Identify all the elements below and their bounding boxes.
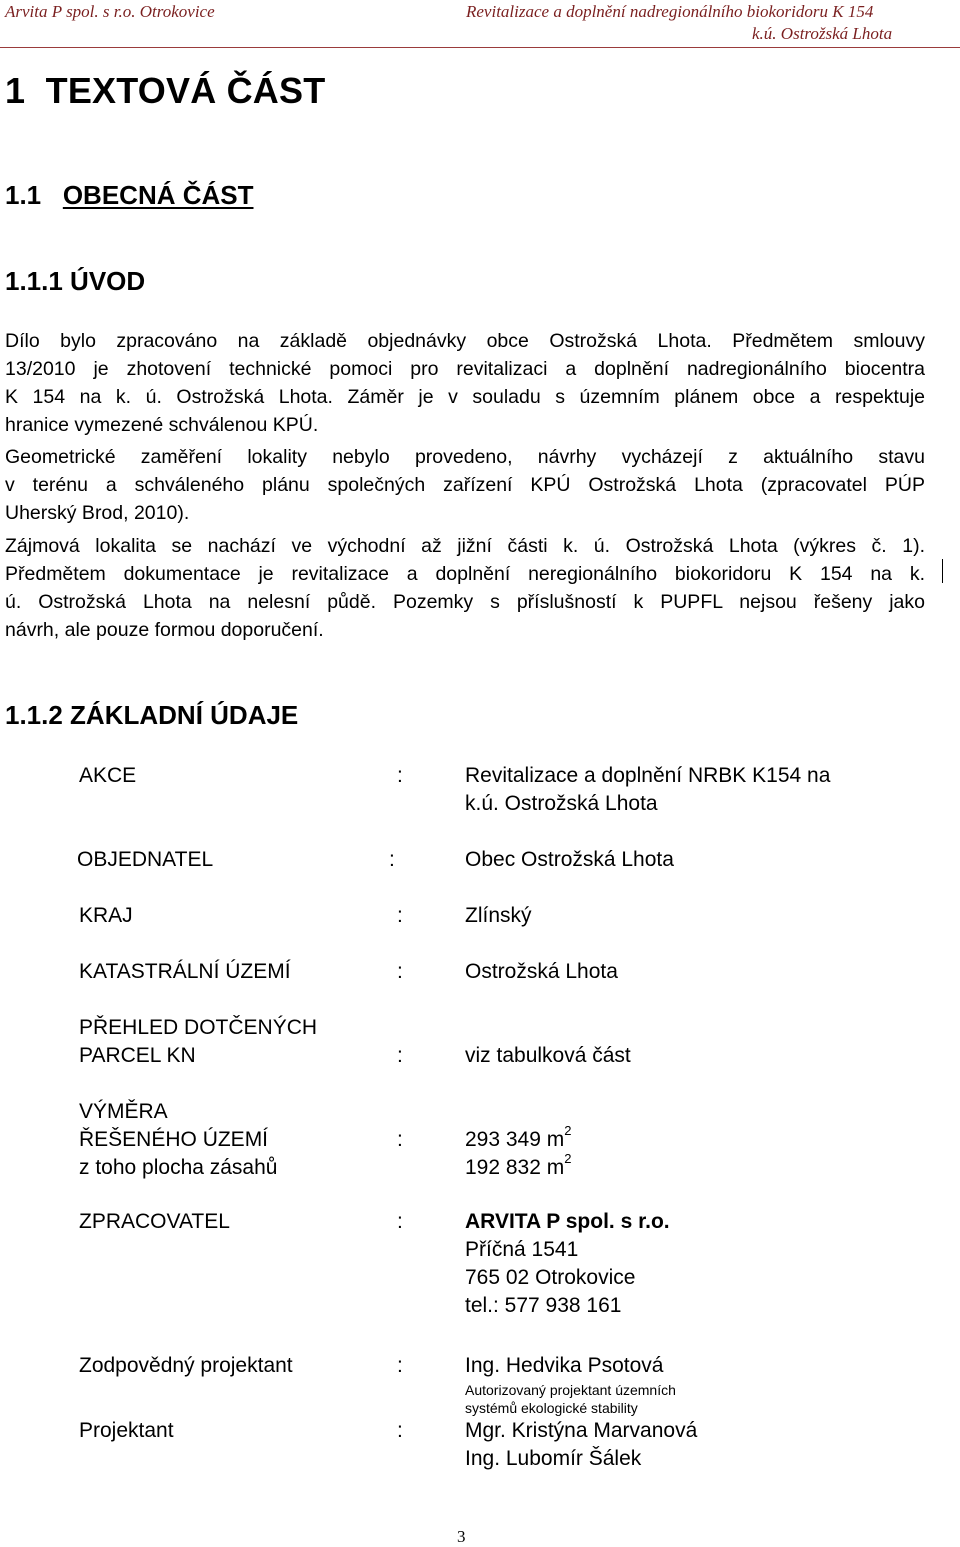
section-1-heading [5, 70, 325, 112]
vymera-area-exponent: 2 [564, 1123, 572, 1138]
zpracovatel-city: 765 02 Otrokovice [465, 1266, 636, 1289]
akce-value: Revitalizace a doplnění NRBK K154 na [465, 764, 831, 787]
projektant-label: Projektant [79, 1419, 174, 1442]
section-1-1-number: 1.1 [5, 180, 42, 210]
vymera-value [465, 1123, 572, 1154]
section-1-number: 1 [5, 70, 26, 111]
vymera-area: 293 349 m [465, 1128, 565, 1151]
colon: : [397, 904, 403, 927]
paragraph-line: ú. Ostrožská Lhota na nelesní půdě. Pozemky s příslušností k PUPFL nejsou řešeny jako [5, 591, 925, 613]
paragraph-line: Zájmová lokalita se nachází ve východní až jižní části k. ú. Ostrožská Lhota (výkres č. 1). [5, 535, 925, 557]
zodpovedny-note: Autorizovaný projektant územních [465, 1382, 676, 1398]
paragraph-line: K 154 na k. ú. Ostrožská Lhota. Záměr je v souladu s územním plánem obce a respektuje [5, 386, 925, 408]
zpracovatel-street: Příčná 1541 [465, 1238, 579, 1261]
kraj-value: Zlínský [465, 904, 532, 927]
vymera-sub-area: 192 832 m [465, 1156, 565, 1179]
projektant-value: Mgr. Kristýna Marvanová [465, 1419, 698, 1442]
katastr-label: KATASTRÁLNÍ ÚZEMÍ [79, 960, 291, 983]
paragraph-line: hranice vymezené schválenou KPÚ. [5, 414, 319, 436]
header-rule [0, 47, 960, 48]
zpracovatel-phone: tel.: 577 938 161 [465, 1294, 622, 1317]
intro-paragraph-1 [5, 327, 925, 439]
kraj-label: KRAJ [79, 904, 133, 927]
intro-paragraph-3 [5, 532, 925, 644]
vymera-sub-area-exponent: 2 [564, 1151, 572, 1166]
vymera-label-line-2: ŘEŠENÉHO ÚZEMÍ [79, 1128, 269, 1151]
zpracovatel-label: ZPRACOVATEL [79, 1210, 230, 1233]
paragraph-line: Uherský Brod, 2010). [5, 502, 190, 524]
akce-label: AKCE [79, 764, 137, 787]
revision-bar [942, 559, 943, 583]
colon: : [397, 1044, 403, 1067]
vymera-label: VÝMĚRA [79, 1100, 168, 1123]
vymera-sub-label: z toho plocha zásahů [79, 1156, 278, 1179]
colon: : [397, 1128, 403, 1151]
zodpovedny-note-line-2: systémů ekologické stability [465, 1400, 638, 1416]
section-1-title: TEXTOVÁ ČÁST [45, 70, 326, 111]
section-1-1-heading [5, 180, 254, 211]
paragraph-line: v terénu a schváleného plánu společných zařízení KPÚ Ostrožská Lhota (zpracovatel PÚP [5, 474, 925, 496]
page-number: 3 [457, 1527, 466, 1546]
colon: : [397, 1210, 403, 1233]
colon: : [397, 1419, 403, 1442]
header-company: Arvita P spol. s r.o. Otrokovice [5, 2, 215, 21]
zodpovedny-value: Ing. Hedvika Psotová [465, 1354, 664, 1377]
paragraph-line: Předmětem dokumentace je revitalizace a doplnění neregionálního biokoridoru K 154 na k. [5, 563, 925, 585]
prehled-value: viz tabulková část [465, 1044, 631, 1067]
akce-value-line-2: k.ú. Ostrožská Lhota [465, 792, 658, 815]
intro-paragraph-2 [5, 443, 925, 527]
vymera-sub-value [465, 1151, 572, 1182]
prehled-label: PŘEHLED DOTČENÝCH [79, 1016, 318, 1039]
prehled-label-line-2: PARCEL KN [79, 1044, 196, 1067]
zpracovatel-name: ARVITA P spol. s r.o. [465, 1210, 670, 1233]
colon: : [397, 960, 403, 983]
projektant-value-line-2: Ing. Lubomír Šálek [465, 1447, 642, 1470]
objednatel-label: OBJEDNATEL [77, 848, 214, 871]
section-1-1-2-heading: 1.1.2 ZÁKLADNÍ ÚDAJE [5, 700, 299, 730]
header-project-location: k.ú. Ostrožská Lhota [752, 24, 893, 43]
colon: : [397, 764, 403, 787]
colon: : [397, 1354, 403, 1377]
section-1-1-1-heading: 1.1.1 ÚVOD [5, 266, 146, 296]
section-1-1-title: OBECNÁ ČÁST [62, 180, 254, 210]
colon: : [389, 848, 395, 871]
objednatel-value: Obec Ostrožská Lhota [465, 848, 674, 871]
zodpovedny-label: Zodpovědný projektant [79, 1354, 293, 1377]
header-project-title: Revitalizace a doplnění nadregionálního biokoridoru K 154 [466, 2, 874, 21]
paragraph-line: Dílo bylo zpracováno na základě objednávky obce Ostrožská Lhota. Předmětem smlouvy [5, 330, 925, 352]
paragraph-line: návrh, ale pouze formou doporučení. [5, 619, 324, 641]
katastr-value: Ostrožská Lhota [465, 960, 618, 983]
paragraph-line: 13/2010 je zhotovení technické pomoci pro revitalizaci a doplnění nadregionálního biocentra [5, 358, 925, 380]
paragraph-line: Geometrické zaměření lokality nebylo provedeno, návrhy vycházejí z aktuálního stavu [5, 446, 925, 468]
